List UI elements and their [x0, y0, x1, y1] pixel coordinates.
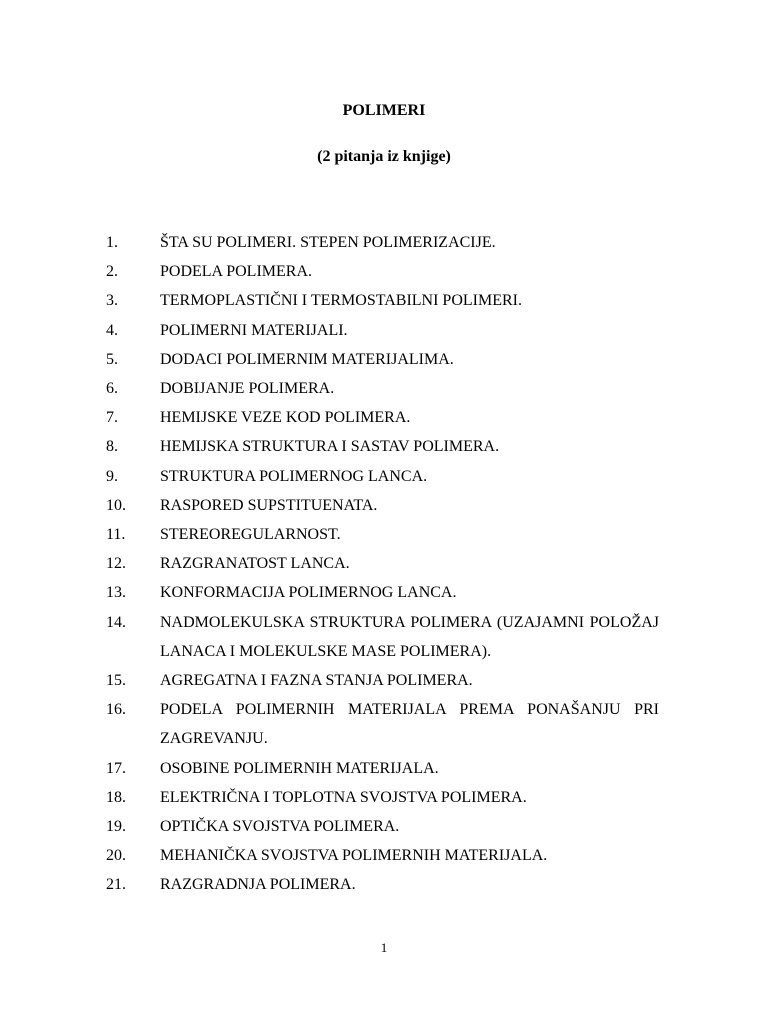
question-number: 3.: [106, 292, 118, 310]
question-number: 10.: [106, 496, 126, 514]
question-item: [0, 316, 768, 345]
question-item: [0, 812, 768, 841]
question-text: PODELA POLIMERA.: [160, 263, 313, 281]
question-text: RAZGRADNJA POLIMERA.: [160, 876, 356, 894]
question-number: 5.: [106, 350, 118, 368]
question-number: 14.: [106, 613, 126, 631]
document-subtitle: (2 pitanja iz knjige): [317, 148, 451, 165]
question-text: PODELA POLIMERNIH MATERIJALA PREMA PONAŠANJU PRI ZAGREVANJU.: [160, 701, 659, 748]
question-text: DODACI POLIMERNIM MATERIJALIMA.: [160, 350, 454, 368]
question-number: 12.: [106, 555, 126, 573]
question-item: [0, 841, 768, 870]
question-item: [0, 403, 768, 432]
question-item: [0, 695, 768, 753]
question-text: RAZGRANATOST LANCA.: [160, 555, 350, 573]
question-text: STRUKTURA POLIMERNOG LANCA.: [160, 467, 428, 485]
question-text: ELEKTRIČNA I TOPLOTNA SVOJSTVA POLIMERA.: [160, 788, 527, 806]
question-text: DOBIJANJE POLIMERA.: [160, 380, 335, 398]
question-number: 2.: [106, 263, 118, 281]
question-text: POLIMERNI MATERIJALI.: [160, 321, 348, 339]
question-item: [0, 549, 768, 578]
question-item: [0, 257, 768, 286]
question-number: 16.: [106, 701, 126, 719]
question-number: 17.: [106, 759, 126, 777]
question-item: [0, 870, 768, 899]
question-item: [0, 666, 768, 695]
question-item: [0, 462, 768, 491]
question-number: 4.: [106, 321, 118, 339]
question-number: 1.: [106, 234, 118, 251]
question-number: 13.: [106, 584, 126, 602]
question-number: 20.: [106, 847, 126, 865]
question-item: [0, 286, 768, 315]
question-text: MEHANIČKA SVOJSTVA POLIMERNIH MATERIJALA.: [160, 847, 548, 865]
question-item: [0, 228, 768, 257]
question-number: 7.: [106, 409, 118, 427]
question-item: [0, 345, 768, 374]
question-number: 21.: [106, 876, 126, 894]
question-list: [0, 228, 768, 900]
question-number: 18.: [106, 788, 126, 806]
question-text: STEREOREGULARNOST.: [160, 526, 341, 544]
question-number: 6.: [106, 380, 118, 398]
question-text: OSOBINE POLIMERNIH MATERIJALA.: [160, 759, 439, 777]
question-item: [0, 783, 768, 812]
question-item: [0, 374, 768, 403]
question-text: HEMIJSKA STRUKTURA I SASTAV POLIMERA.: [160, 438, 500, 456]
question-number: 8.: [106, 438, 118, 456]
question-item: [0, 578, 768, 607]
question-number: 11.: [106, 526, 126, 544]
question-number: 15.: [106, 672, 126, 690]
question-item: [0, 754, 768, 783]
question-text: NADMOLEKULSKA STRUKTURA POLIMERA (UZAJAMNI POLOŽAJ LANACA I MOLEKULSKE MASE POLIMERA).: [160, 613, 659, 660]
question-item: [0, 608, 768, 666]
question-text: TERMOPLASTIČNI I TERMOSTABILNI POLIMERI.: [160, 292, 522, 310]
question-text: KONFORMACIJA POLIMERNOG LANCA.: [160, 584, 457, 602]
question-text: ŠTA SU POLIMERI. STEPEN POLIMERIZACIJE.: [160, 234, 496, 251]
question-text: AGREGATNA I FAZNA STANJA POLIMERA.: [160, 672, 473, 690]
question-item: [0, 491, 768, 520]
page-number: 1: [380, 940, 388, 955]
document-title: POLIMERI: [342, 102, 426, 119]
question-item: [0, 432, 768, 461]
question-number: 19.: [106, 818, 126, 836]
question-text: HEMIJSKE VEZE KOD POLIMERA.: [160, 409, 411, 427]
question-text: RASPORED SUPSTITUENATA.: [160, 496, 378, 514]
question-text: OPTIČKA SVOJSTVA POLIMERA.: [160, 818, 400, 836]
question-item: [0, 520, 768, 549]
question-number: 9.: [106, 467, 118, 485]
